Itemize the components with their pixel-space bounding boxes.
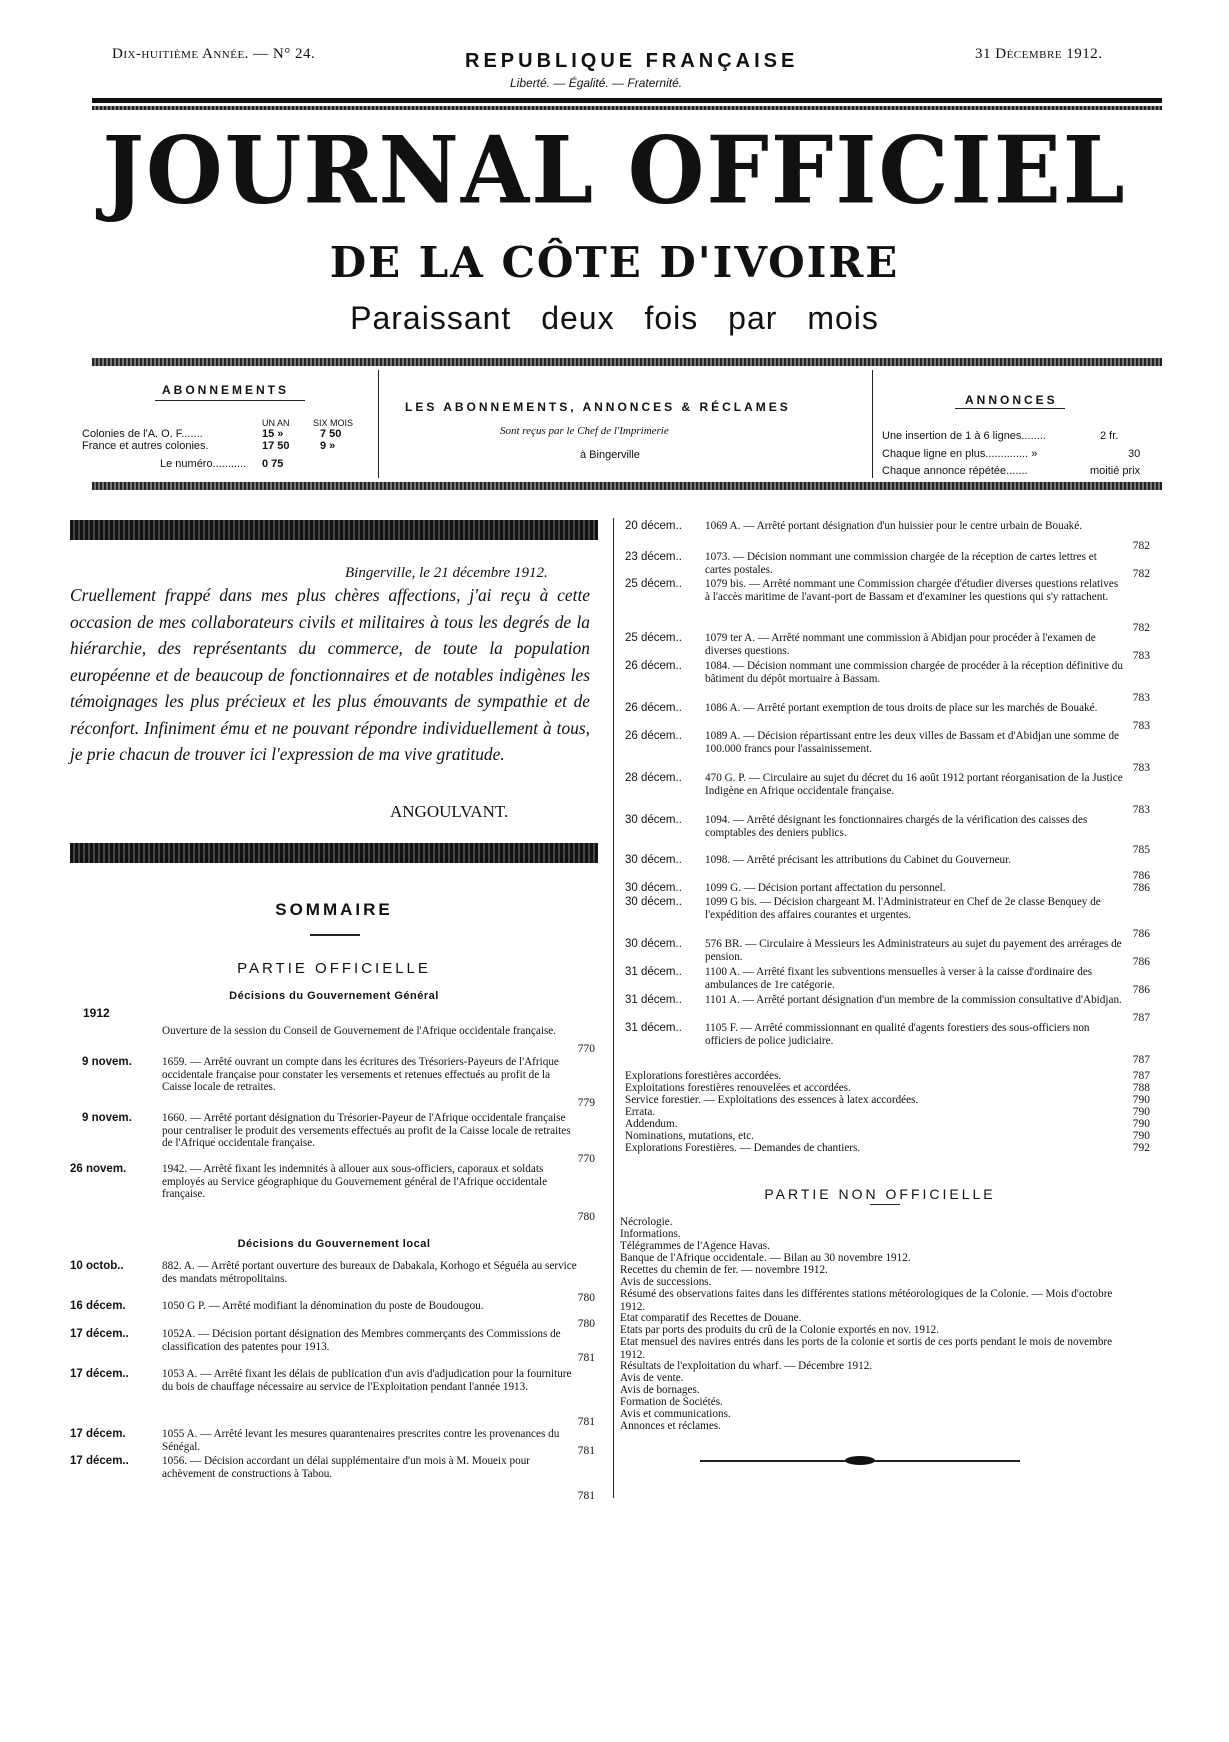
ann-row3-label: Chaque annonce répétée.......: [882, 465, 1028, 477]
partie-non-officielle-title: PARTIE NON OFFICIELLE: [764, 1186, 996, 1202]
toc-general-entry: 1942. — Arrêté fixant les indemnités à allouer aux sous-officiers, caporaux et soldats employés au Service géographique du Gouvernement général de l'Afrique occidentale française.: [162, 1163, 548, 1200]
toc-right-entry: 1079 ter A. — Arrêté nommant une commission à Abidjan pour procéder à l'examen de diverses questions.: [705, 632, 1096, 657]
toc-right-date: 25 décem..: [625, 632, 682, 644]
non-officielle-item: Télégrammes de l'Agence Havas.: [620, 1240, 770, 1252]
toc-right-page: 786: [1132, 984, 1150, 996]
toc-right-page: 786: [1132, 956, 1150, 968]
ann-row2-label: Chaque ligne en plus.............. »: [882, 448, 1038, 460]
toc-misc-page: 792: [1132, 1142, 1150, 1154]
non-officielle-item: Avis de successions.: [620, 1276, 712, 1288]
toc-local-date: 17 décem.: [70, 1428, 126, 1440]
non-officielle-item: Etat comparatif des Recettes de Douane.: [620, 1312, 802, 1324]
non-officielle-ornament: [870, 1204, 900, 1205]
toc-right-page: 783: [1132, 720, 1150, 732]
toc-right-page: 783: [1132, 762, 1150, 774]
message-bottom-bar: [70, 843, 598, 863]
toc-right-entry: 1099 G bis. — Décision chargeant M. l'Administrateur en Chef de 2e classe Benquey de l'expédition des affaires courantes et urgentes.: [705, 896, 1101, 921]
toc-general-page: 779: [577, 1097, 595, 1109]
toc-right-date: 31 décem..: [625, 994, 682, 1006]
toc-right-page: 787: [1132, 1054, 1150, 1066]
number-label: Le numéro...........: [160, 458, 247, 470]
toc-local-page: 780: [577, 1292, 595, 1304]
toc-right-date: 25 décem..: [625, 578, 682, 590]
toc-right-entry: 1089 A. — Décision répartissant entre les deux villes de Bassam et d'Abidjan une somme de 100.000 francs pour l'assainissement.: [705, 730, 1119, 755]
toc-local-entry: 1053 A. — Arrêté fixant les délais de publication d'un avis d'adjudication pour la fourniture du bois de chauffage nécessaire au service de l'Exploitation pendant l'année 1913.: [162, 1368, 572, 1393]
toc-misc-page: 790: [1132, 1106, 1150, 1118]
toc-misc-entry: Addendum.: [625, 1118, 678, 1130]
toc-right-entry: 1073. — Décision nommant une commission chargée de la réception de cartes lettres et cartes postales.: [705, 551, 1097, 576]
non-officielle-item: Etat mensuel des navires entrés dans les ports de la colonie et sortis de ces ports pendant le mois de novembre 1912.: [620, 1336, 1113, 1361]
section-general-title: Décisions du Gouvernement Général: [229, 990, 439, 1002]
issue-date: 31 Décembre 1912.: [975, 46, 1103, 62]
toc-local-page: 781: [577, 1490, 595, 1502]
toc-local-entry: 1052A. — Décision portant désignation des Membres commerçants des Commissions de classification des patentes pour 1913.: [162, 1328, 561, 1353]
end-ornament-center: [845, 1456, 875, 1465]
toc-right-date: 31 décem..: [625, 966, 682, 978]
toc-right-page: 786: [1132, 928, 1150, 940]
message-signature: ANGOULVANT.: [390, 802, 509, 821]
toc-local-date: 17 décem..: [70, 1328, 129, 1340]
toc-local-page: 781: [577, 1352, 595, 1364]
announcements-heading: ANNONCES: [965, 393, 1058, 407]
toc-right-entry: 1084. — Décision nommant une commission chargée de procéder à la réception définitive du bâtiment du dépôt mortuaire à Bassam.: [705, 660, 1123, 685]
toc-general-date: 26 novem.: [70, 1163, 127, 1175]
sommaire-ornament: [310, 934, 360, 936]
non-officielle-item: Résumé des observations faites dans les différentes stations météorologiques de la Colonie. — Mois d'octobre 1912.: [620, 1288, 1113, 1313]
center-box-line2: à Bingerville: [580, 449, 640, 461]
non-officielle-item: Banque de l'Afrique occidentale. — Bilan au 30 novembre 1912.: [620, 1252, 911, 1264]
non-officielle-item: Annonces et réclames.: [620, 1420, 721, 1432]
toc-misc-entry: Exploitations forestières renouvelées et accordées.: [625, 1082, 851, 1094]
republic-motto: Liberté. — Égalité. — Fraternité.: [510, 76, 683, 90]
toc-right-date: 30 décem..: [625, 896, 682, 908]
non-officielle-item: Recettes du chemin de fer. — novembre 1912.: [620, 1264, 828, 1276]
toc-general-page: 770: [577, 1043, 595, 1055]
toc-right-date: 30 décem..: [625, 882, 682, 894]
col-year-label: UN AN: [262, 418, 290, 428]
partie-officielle-title: PARTIE OFFICIELLE: [237, 960, 431, 977]
toc-right-page: 783: [1132, 692, 1150, 704]
non-officielle-item: Nécrologie.: [620, 1216, 673, 1228]
box-separator-left: [378, 370, 379, 478]
toc-local-date: 17 décem..: [70, 1368, 129, 1380]
toc-right-date: 20 décem..: [625, 520, 682, 532]
announcements-underline: [955, 408, 1065, 409]
toc-misc-page: 788: [1132, 1082, 1150, 1094]
non-officielle-item: Résultats de l'exploitation du wharf. — Décembre 1912.: [620, 1360, 873, 1372]
toc-right-date: 26 décem..: [625, 660, 682, 672]
section-local-title: Décisions du Gouvernement local: [237, 1238, 431, 1250]
toc-right-entry: 470 G. P. — Circulaire au sujet du décret du 16 août 1912 portant réorganisation de la Justice Indigène en Afrique occidentale française.: [705, 772, 1123, 797]
toc-right-page: 782: [1132, 540, 1150, 552]
toc-right-date: 30 décem..: [625, 814, 682, 826]
subscriptions-heading: ABONNEMENTS: [162, 383, 290, 397]
toc-right-date: 30 décem..: [625, 854, 682, 866]
toc-local-date: 10 octob..: [70, 1260, 124, 1272]
toc-misc-page: 787: [1132, 1070, 1150, 1082]
header-rule: [92, 98, 1162, 103]
toc-right-entry: 1086 A. — Arrêté portant exemption de tous droits de place sur les marchés de Bouaké.: [705, 702, 1098, 714]
toc-misc-entry: Errata.: [625, 1106, 656, 1118]
toc-general-date: 9 novem.: [82, 1056, 132, 1068]
toc-right-entry: 1101 A. — Arrêté portant désignation d'un membre de la commission consultative d'Abidjan.: [705, 994, 1122, 1006]
boxes-rule: [92, 482, 1162, 490]
toc-misc-entry: Nominations, mutations, etc.: [625, 1130, 754, 1142]
header-rule-hatch: [92, 106, 1162, 110]
ann-row2-price: 30: [1128, 448, 1141, 460]
toc-right-date: 23 décem..: [625, 551, 682, 563]
toc-general-entry: Ouverture de la session du Conseil de Gouvernement de l'Afrique occidentale française.: [162, 1025, 557, 1037]
row2-label: France et autres colonies.: [82, 440, 209, 452]
toc-local-date: 17 décem..: [70, 1455, 129, 1467]
toc-misc-page: 790: [1132, 1118, 1150, 1130]
message-place-date: Bingerville, le 21 décembre 1912.: [345, 565, 548, 581]
toc-right-entry: 1098. — Arrêté précisant les attributions du Cabinet du Gouverneur.: [705, 854, 1012, 866]
toc-right-page: 783: [1132, 650, 1150, 662]
masthead-title: JOURNAL OFFICIEL: [102, 115, 1127, 225]
number-price: 0 75: [262, 458, 284, 470]
message-body: Cruellement frappé dans mes plus chères affections, j'ai reçu à cette occasion de mes collaborateurs civils et militaires à tous les degrés de la hiérarchie, des représentants du commerce, de toute la population européenne et de beaucoup de fonctionnaires et de notables indigènes les témoignages les plus précieux et les plus émouvants de sympathie et de réconfort. Infiniment ému et ne pouvant répondre individuellement à tous, je prie chacun de trouver ici l'expression de ma vive gratitude.: [70, 585, 590, 764]
toc-right-date: 26 décem..: [625, 730, 682, 742]
toc-misc-entry: Explorations forestières accordées.: [625, 1070, 782, 1082]
ann-row3-price: moitié prix: [1090, 465, 1141, 477]
non-officielle-item: Avis et communications.: [620, 1408, 731, 1420]
toc-right-entry: 1094. — Arrêté désignant les fonctionnaires chargés de la vérification des caisses des comptables des deniers publics.: [705, 814, 1088, 839]
toc-misc-entry: Explorations Forestières. — Demandes de chantiers.: [625, 1142, 861, 1154]
row2-year: 17 50: [262, 440, 290, 452]
toc-local-page: 781: [577, 1416, 595, 1428]
republic-title: REPUBLIQUE FRANÇAISE: [465, 50, 799, 72]
toc-misc-page: 790: [1132, 1094, 1150, 1106]
non-officielle-item: Informations.: [620, 1228, 681, 1240]
toc-misc-page: 790: [1132, 1130, 1150, 1142]
toc-right-page: 782: [1132, 568, 1150, 580]
toc-right-page: 785: [1132, 844, 1150, 856]
masthead-subtitle: DE LA CÔTE D'IVOIRE: [329, 238, 900, 287]
center-box-heading: LES ABONNEMENTS, ANNONCES & RÉCLAMES: [405, 400, 791, 414]
toc-local-entry: 1050 G P. — Arrêté modifiant la dénomination du poste de Boudougou.: [162, 1300, 484, 1312]
toc-local-entry: 882. A. — Arrêté portant ouverture des bureaux de Dabakala, Korhogo et Séguéla au service des mandats métropolitains.: [162, 1260, 577, 1285]
toc-right-entry: 1069 A. — Arrêté portant désignation d'un huissier pour le centre urbain de Bouaké.: [705, 520, 1083, 532]
toc-general-date: 9 novem.: [82, 1112, 132, 1124]
toc-local-page: 781: [577, 1445, 595, 1457]
toc-right-entry: 1079 bis. — Arrêté nommant une Commission chargée d'étudier diverses questions relatives à l'accès maritime de l'avant-port de Bassam et d'examiner les questions qui s'y rattachent.: [705, 578, 1119, 603]
row2-six: 9 »: [320, 440, 336, 452]
row1-year: 15 »: [262, 428, 284, 440]
non-officielle-item: Avis de vente.: [620, 1372, 684, 1384]
message-top-bar: [70, 520, 598, 540]
toc-local-page: 780: [577, 1318, 595, 1330]
toc-right-date: 26 décem..: [625, 702, 682, 714]
toc-right-date: 30 décem..: [625, 938, 682, 950]
subscriptions-underline: [155, 400, 305, 401]
toc-right-page: 787: [1132, 1012, 1150, 1024]
toc-right-page: 782: [1132, 622, 1150, 634]
toc-right-entry: 1100 A. — Arrêté fixant les subventions mensuelles à verser à la caisse d'ordinaire des ambulances de 1re catégorie.: [705, 966, 1093, 991]
ann-row1-price: 2 fr.: [1100, 430, 1119, 442]
center-box-line1: Sont reçus par le Chef de l'Imprimerie: [500, 425, 669, 437]
toc-general-entry: 1660. — Arrêté portant désignation du Trésorier-Payeur de l'Afrique occidentale française pour centraliser le produit des versements effectués au profit de la Caisse locale de retraites de l'Afrique occidentale française.: [162, 1112, 571, 1149]
ann-row1-label: Une insertion de 1 à 6 lignes........: [882, 430, 1046, 442]
toc-misc-entry: Service forestier. — Exploitations des essences à latex accordées.: [625, 1094, 919, 1106]
toc-right-entry: 1105 F. — Arrêté commissionnant en qualité d'agents forestiers des sous-officiers non officiers de police judiciaire.: [705, 1022, 1090, 1047]
toc-right-date: 31 décem..: [625, 1022, 682, 1034]
col-six-label: SIX MOIS: [313, 418, 354, 428]
sommaire-title: SOMMAIRE: [275, 900, 393, 919]
toc-local-entry: 1056. — Décision accordant un délai supplémentaire d'un mois à M. Moueix pour achèvement de constructions à Tabou.: [162, 1455, 531, 1480]
non-officielle-item: Etats par ports des produits du crû de la Colonie exportés en nov. 1912.: [620, 1324, 939, 1336]
toc-right-entry: 576 BR. — Circulaire à Messieurs les Administrateurs au sujet du payement des arrérages de pension.: [705, 938, 1122, 963]
issue-number: Dix-huitième Année. — N° 24.: [112, 46, 316, 62]
toc-right-date: 28 décem..: [625, 772, 682, 784]
toc-local-entry: 1055 A. — Arrêté levant les mesures quarantenaires prescrites contre les provenances du Sénégal.: [162, 1428, 560, 1453]
toc-right-entry: 1099 G. — Décision portant affectation du personnel.: [705, 882, 946, 894]
row1-six: 7 50: [320, 428, 342, 440]
toc-general-page: 770: [577, 1153, 595, 1165]
masthead-rule: [92, 358, 1162, 366]
non-officielle-item: Avis de bornages.: [620, 1384, 700, 1396]
row1-label: Colonies de l'A. O. F.......: [82, 428, 203, 440]
masthead-tagline: Paraissant deux fois par mois: [350, 300, 879, 336]
toc-general-entry: 1659. — Arrêté ouvrant un compte dans les écritures des Trésoriers-Payeurs de l'Afrique occidentale française pour constater les versements et retenues effectués au profit de la Caisse locale de retraites.: [162, 1056, 559, 1093]
toc-general-page: 780: [577, 1211, 595, 1223]
non-officielle-item: Formation de Sociétés.: [620, 1396, 723, 1408]
toc-local-date: 16 décem.: [70, 1300, 126, 1312]
box-separator-right: [872, 370, 873, 478]
toc-right-page: 786: [1132, 870, 1150, 882]
column-separator: [613, 518, 614, 1498]
toc-right-page: 786: [1132, 882, 1150, 894]
year-label: 1912: [83, 1006, 110, 1020]
toc-right-page: 783: [1132, 804, 1150, 816]
